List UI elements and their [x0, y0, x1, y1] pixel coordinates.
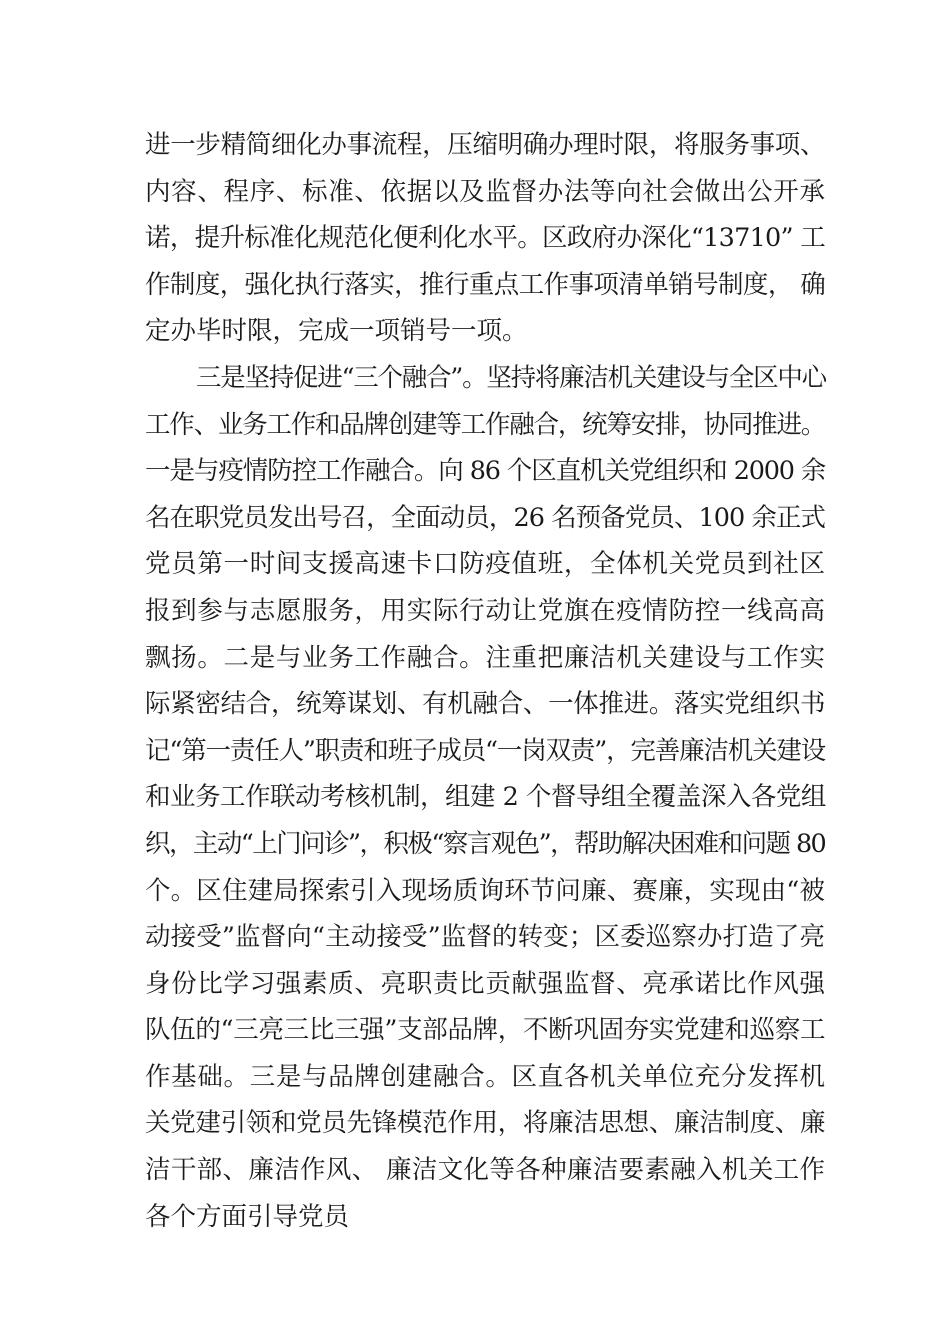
text-line: 和业务工作联动考核机制，组建 2 个督导组全覆盖深入各党组 [145, 782, 826, 813]
text-line: 报到参与志愿服务，用实际行动让党旗在疫情防控一线高高 [145, 595, 825, 626]
text-line: 记“第一责任人”职责和班子成员“一岗双责”，完善廉洁机关建设 [145, 735, 825, 766]
text-line: 诺，提升标准化规范化便利化水平。区政府办深化“13710” 工 [145, 223, 825, 254]
paragraph-first-line: 三是坚持促进“三个融合”。坚持将廉洁机关建设与全区中心 [196, 362, 826, 393]
text-line: 队伍的“三亮三比三强”支部品牌，不断巩固夯实党建和巡察工 [145, 1015, 825, 1046]
text-line: 作制度，强化执行落实，推行重点工作事项清单销号制度， 确 [145, 269, 825, 300]
text-line: 飘扬。二是与业务工作融合。注重把廉洁机关建设与工作实 [145, 642, 825, 673]
text-line: 际紧密结合，统筹谋划、有机融合、一体推进。落实党组织书 [145, 689, 825, 720]
text-line: 党员第一时间支援高速卡口防疫值班，全体机关党员到社区 [145, 549, 825, 580]
text-line: 洁干部、廉洁作风、 廉洁文化等各种廉洁要素融入机关工作 [145, 1155, 825, 1186]
body-text [145, 122, 825, 1240]
text-line: 进一步精简细化办事流程，压缩明确办理时限，将服务事项、 [145, 130, 825, 160]
text-line: 名在职党员发出号召，全面动员，26 名预备党员、100 余正式 [145, 502, 825, 533]
text-line: 工作、业务工作和品牌创建等工作融合，统筹安排，协同推进。 [145, 409, 825, 440]
text-line: 个。区住建局探索引入现场质询环节问廉、赛廉，实现由“被 [145, 875, 825, 906]
text-line: 动接受”监督向“主动接受”监督的转变；区委巡察办打造了亮 [145, 922, 825, 953]
text-line: 身份比学习强素质、亮职责比贡献强监督、亮承诺比作风强 [145, 968, 825, 999]
text-line: 内容、程序、标准、依据以及监督办法等向社会做出公开承 [145, 176, 825, 207]
text-line: 一是与疫情防控工作融合。向 86 个区直机关党组织和 2000 余 [145, 456, 825, 487]
text-line: 作基础。三是与品牌创建融合。区直各机关单位充分发挥机 [145, 1061, 825, 1092]
text-line: 各个方面引导党员 [145, 1201, 350, 1232]
text-line: 关党建引领和党员先锋模范作用，将廉洁思想、廉洁制度、廉 [145, 1108, 825, 1139]
text-line: 织，主动“上门问诊”，积极“察言观色”，帮助解决困难和问题 80 [145, 828, 825, 859]
text-line: 定办毕时限，完成一项销号一项。 [145, 316, 528, 347]
